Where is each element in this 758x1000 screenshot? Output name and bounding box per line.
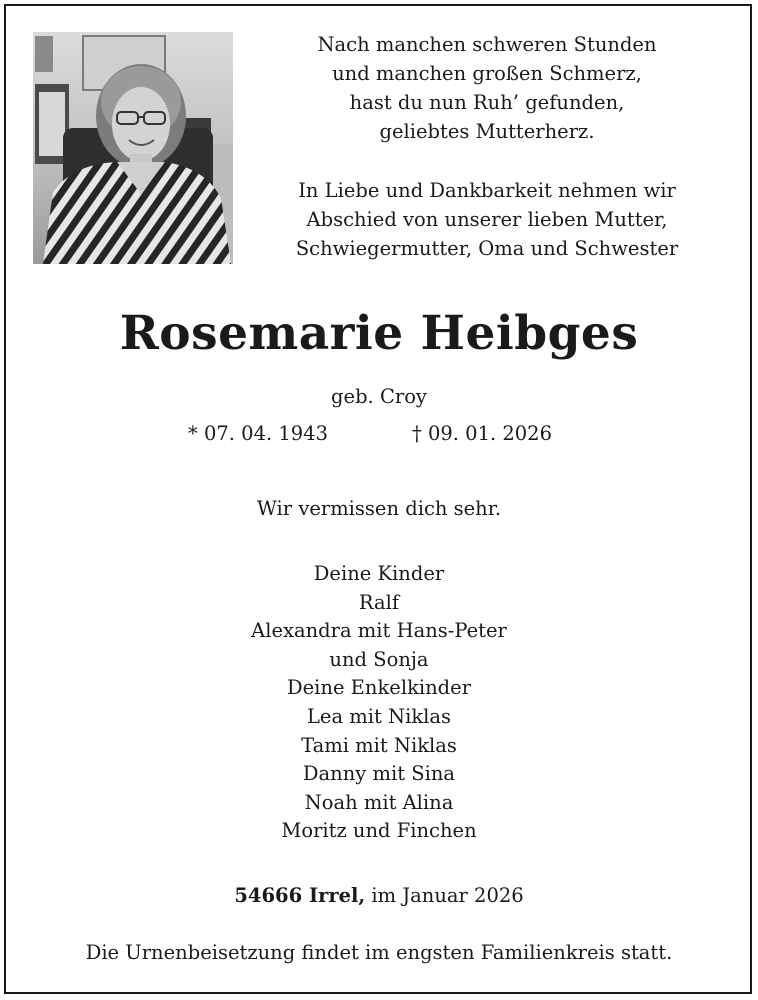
place-date: im Januar 2026 (365, 884, 524, 907)
family-member: Noah mit Alina (304, 790, 454, 814)
birth-date: * 07. 04. 1943 (188, 422, 328, 445)
family-list (0, 560, 758, 846)
place-and-date (0, 884, 758, 907)
remembrance-message: Wir vermissen dich sehr. (256, 497, 502, 520)
family-member: Danny mit Sina (302, 762, 456, 786)
death-date: † 09. 01. 2026 (412, 422, 552, 445)
farewell-intro (262, 176, 712, 263)
deceased-name: Rosemarie Heibges (119, 306, 639, 361)
burial-notice: Die Urnenbeisetzung findet im engsten Familienkreis statt. (85, 941, 673, 964)
family-member: und Sonja (329, 647, 429, 671)
intro-line: In Liebe und Dankbarkeit nehmen wir (298, 179, 676, 202)
verse-line: und manchen großen Schmerz, (332, 62, 642, 85)
family-member: Lea mit Niklas (306, 704, 452, 728)
maiden-name: geb. Croy (331, 385, 427, 408)
family-member: Deine Kinder (313, 562, 445, 585)
verse-line: geliebtes Mutterherz. (379, 120, 595, 143)
verse-line: Nach manchen schweren Stunden (317, 33, 657, 56)
family-member: Moritz und Finchen (281, 819, 477, 843)
place-location: 54666 Irrel, (234, 884, 366, 907)
portrait-photo (33, 32, 233, 264)
family-member: Deine Enkelkinder (286, 676, 472, 700)
family-member: Alexandra mit Hans-Peter (251, 619, 507, 643)
family-member: Tami mit Niklas (301, 733, 457, 757)
intro-line: Schwiegermutter, Oma und Schwester (295, 237, 679, 260)
verse-line: hast du nun Ruh’ gefunden, (349, 91, 625, 114)
intro-line: Abschied von unserer lieben Mutter, (306, 208, 668, 231)
family-member: Ralf (358, 590, 400, 614)
memorial-verse (262, 30, 712, 146)
